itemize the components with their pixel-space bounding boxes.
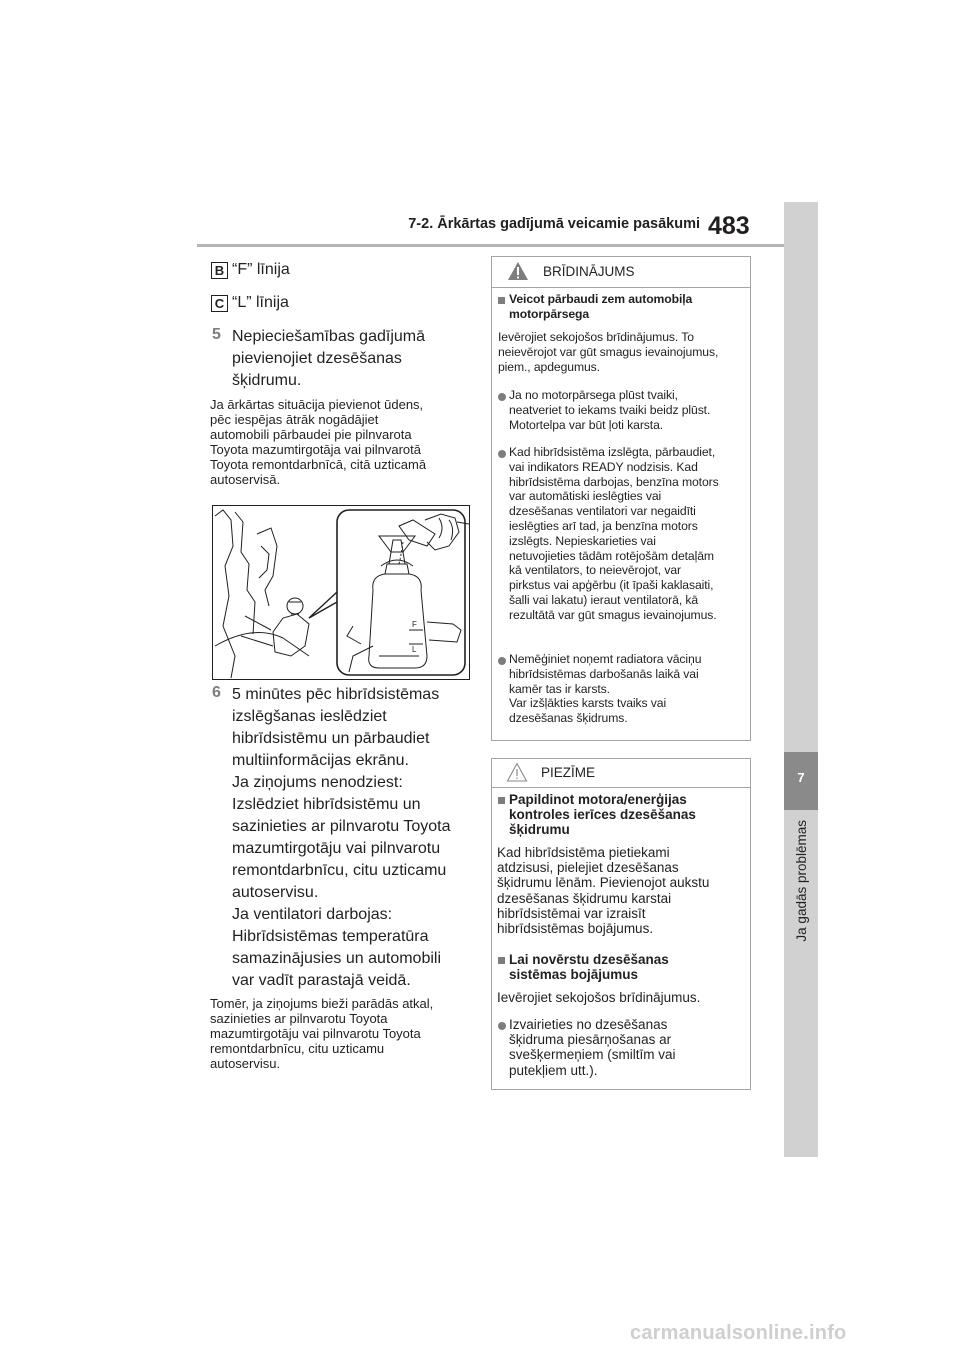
warning-bullet-3: Nemēģiniet noņemt radiatora vāciņu hibrīdsistēmas darbošanās laikā vai kamēr tas ir karsts. Var izšļākties karsts tvaiks vai dzesēšanas šķidrums. — [509, 652, 702, 726]
warning-title: BRĪDINĀJUMS — [543, 264, 635, 279]
step-5-number: 5 — [212, 326, 221, 343]
item-key-b: B — [211, 262, 228, 279]
notice-title: PIEZĪME — [541, 765, 596, 780]
note-water: Ja ārkārtas situācija pievienot ūdens, pēc iespējas ātrāk nogādājiet automobili pārbaudei pie pilnvarota Toyota mazumtirgotāja vai pilnvarotā Toyota remontdarbnīcā, citā uzticamā autoservisā. — [210, 397, 427, 487]
notice-heading-2: Lai novērstu dzesēšanas sistēmas bojājumus — [509, 952, 669, 983]
note-message-repeats: Tomēr, ja ziņojums bieži parādās atkal, sazinieties ar pilnvarotu Toyota mazumtirgotāju vai pilnvarotu Toyota remontdarbnīcu, citu uzticamu autoservisu. — [210, 996, 434, 1071]
notice-bullet-dot — [498, 1022, 506, 1030]
warning-bullet-1-dot — [498, 393, 506, 401]
item-key-c: C — [211, 295, 228, 312]
level-l-label: L — [412, 645, 417, 654]
warning-bullet-2-dot — [498, 450, 506, 458]
notice-box-divider — [491, 787, 751, 788]
item-text-c: “L” līnija — [232, 294, 289, 311]
warning-bullet-2: Kad hibrīdsistēma izslēgta, pārbaudiet, vai indikators READY nodzisis. Kad hibrīdsistēma darbojas, benzīna motors var automātiski ieslēgties vai dzesēšanas ventilatori var negaidīti ieslēgties arī tad, ja benzīna motors izslēgts. Nepieskarieties vai netuvojieties tādām rotējošām detaļām kā ventilators, to neievērojot, var pirkstus vai apģērbu (it īpaši kaklasaiti, šalli vai lakatu) ieraut ventilatorā, kā rezultātā var gūt smagus ievainojumus. — [509, 445, 719, 622]
chapter-side-tab — [784, 202, 818, 1157]
warning-triangle-icon — [507, 261, 529, 281]
level-f-label: F — [412, 620, 417, 629]
section-title: 7-2. Ārkārtas gadījumā veicamie pasākumi — [408, 216, 700, 232]
chapter-label: Ja gadās problēmas — [794, 820, 809, 942]
header-rule — [197, 244, 784, 247]
notice-bullet: Izvairieties no dzesēšanas šķidruma piesārņošanas ar svešķermeņiem (smiltīm vai putekļiem utt.). — [509, 1017, 676, 1078]
step-5-text: Nepieciešamības gadījumā pievienojiet dzesēšanas šķidrumu. — [232, 328, 425, 389]
notice-text-1: Kad hibrīdsistēma pietiekami atdzisusi, pielejiet dzesēšanas šķidrumu lēnām. Pievienojot aukstu dzesēšanas šķidrumu karstai hibrīdsistēmai var izraisīt hibrīdsistēmas bojājumus. — [497, 845, 710, 936]
item-text-b: “F” līnija — [232, 261, 290, 278]
warning-box-divider — [491, 287, 751, 288]
notice-intro-2: Ievērojiet sekojošos brīdinājumus. — [497, 990, 701, 1005]
coolant-reservoir-drawing — [213, 506, 469, 679]
page-number: 483 — [708, 212, 750, 240]
warning-bullet-1: Ja no motorpārsega plūst tvaiki, neatveriet to iekams tvaiki beidz plūst. Motortelpa var būt ļoti karsta. — [509, 388, 711, 432]
coolant-illustration — [212, 505, 470, 680]
step-6-text: 5 minūtes pēc hibrīdsistēmas izslēgšanas ieslēdziet hibrīdsistēmu un pārbaudiet multiinformācijas ekrānu. Ja ziņojums nenodziest: Izslēdziet hibrīdsistēmu un sazinieties ar pilnvarotu Toyota mazumtirgotāju vai pilnvarotu remontdarbnīcu, citu uzticamu autoservisu. Ja ventilatori darbojas: Hibrīdsistēmas temperatūra samazinājusies un automobili var vadīt parastajā veidā. — [232, 686, 451, 989]
notice-heading-2-bullet — [498, 957, 505, 964]
warning-bullet-3-dot — [498, 657, 506, 665]
step-6-number: 6 — [212, 684, 221, 701]
warning-heading-bullet — [498, 297, 505, 304]
notice-heading-1: Papildinot motora/enerģijas kontroles ierīces dzesēšanas šķidrumu — [509, 792, 696, 838]
watermark: carmanualsonline.info — [630, 1322, 847, 1344]
notice-heading-1-bullet — [498, 797, 505, 804]
chapter-number: 7 — [797, 770, 805, 785]
caution-triangle-icon — [506, 762, 528, 782]
warning-intro: Ievērojiet sekojošos brīdinājumus. To neievērojot var gūt smagus ievainojumus, piem., apdegumus. — [498, 330, 719, 374]
warning-heading: Veicot pārbaudi zem automobiļa motorpārsega — [509, 292, 693, 321]
